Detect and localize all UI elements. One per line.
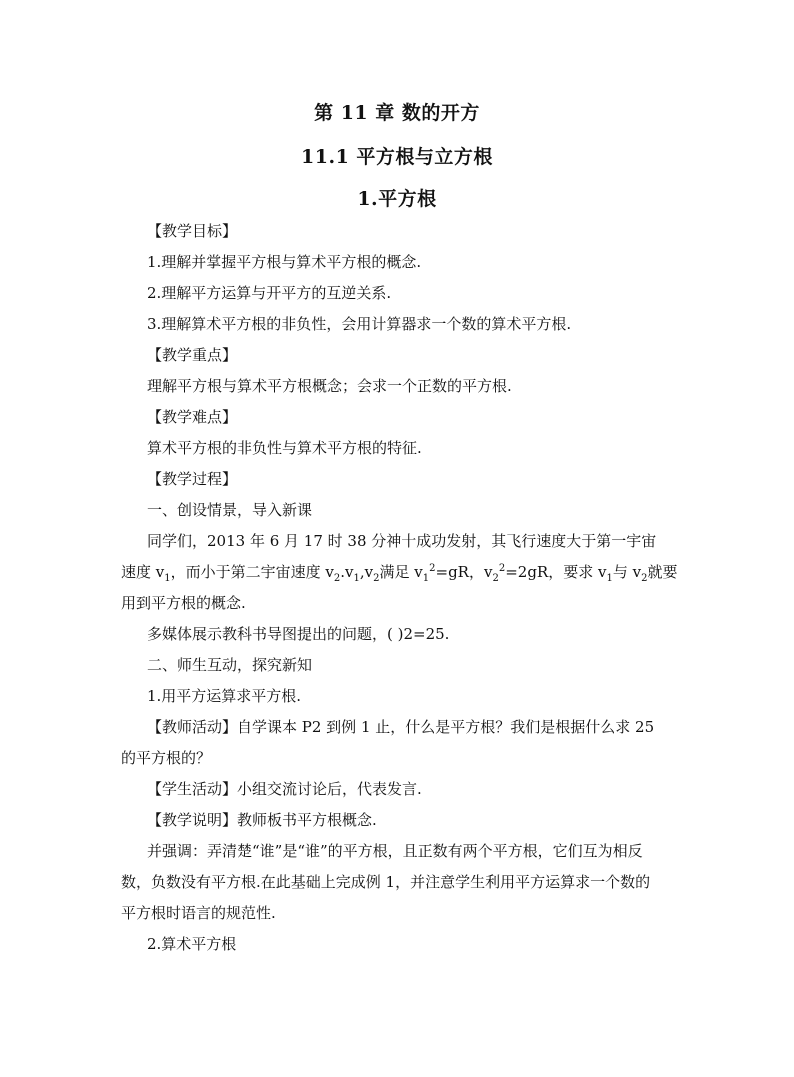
teacher-activity-line-1: 【教师活动】自学课本 P2 到例 1 止，什么是平方根？我们是根据什么求 25 xyxy=(147,718,655,736)
chapter-title: 第 11 章 数的开方 xyxy=(314,102,480,124)
emphasis-line-2: 数，负数没有平方根.在此基础上完成例 1，并注意学生利用平方运算求一个数的 xyxy=(121,873,651,891)
item-1: 1.用平方运算求平方根. xyxy=(147,687,302,705)
objective-item-2: 2.理解平方运算与开平方的互逆关系. xyxy=(147,284,392,302)
teacher-activity-line-2: 的平方根的？ xyxy=(121,749,212,767)
intro-line-2: 速度 $v_1$，而小于第二宇宙速度 $v_2.v_1,v_2$满足 $v_1^2=gR$，$v_2^2=2gR$，要求 $v_1$与 $v_2$就要 xyxy=(121,563,678,584)
part2-heading: 二、师生互动，探究新知 xyxy=(147,656,313,674)
intro-line-3: 用到平方根的概念. xyxy=(121,594,246,612)
part1-heading: 一、创设情景，导入新课 xyxy=(147,501,313,519)
section-title: 11.1 平方根与立方根 xyxy=(301,146,493,168)
key-points-text: 理解平方根与算术平方根概念；会求一个正数的平方根. xyxy=(147,377,512,395)
key-points-heading: 【教学重点】 xyxy=(147,346,238,364)
objectives-heading: 【教学目标】 xyxy=(147,222,238,240)
teaching-note-line: 【教学说明】教师板书平方根概念. xyxy=(147,811,377,829)
difficulties-text: 算术平方根的非负性与算术平方根的特征. xyxy=(147,439,422,457)
emphasis-line-1: 并强调：弄清楚“谁”是“谁”的平方根，且正数有两个平方根，它们互为相反 xyxy=(147,842,643,860)
process-heading: 【教学过程】 xyxy=(147,470,238,488)
intro-line-1: 同学们，2013 年 6 月 17 时 38 分神十成功发射，其飞行速度大于第一宇宙 xyxy=(147,532,657,550)
emphasis-line-3: 平方根时语言的规范性. xyxy=(121,904,276,922)
item-2: 2.算术平方根 xyxy=(147,935,237,953)
student-activity-line: 【学生活动】小组交流讨论后，代表发言. xyxy=(147,780,422,798)
difficulties-heading: 【教学难点】 xyxy=(147,408,238,426)
objective-item-1: 1.理解并掌握平方根与算术平方根的概念. xyxy=(147,253,422,271)
subsection-title: 1.平方根 xyxy=(357,188,437,210)
objective-item-3: 3.理解算术平方根的非负性，会用计算器求一个数的算术平方根. xyxy=(147,315,572,333)
media-line: 多媒体展示教科书导图提出的问题，( )2=25. xyxy=(147,625,450,643)
